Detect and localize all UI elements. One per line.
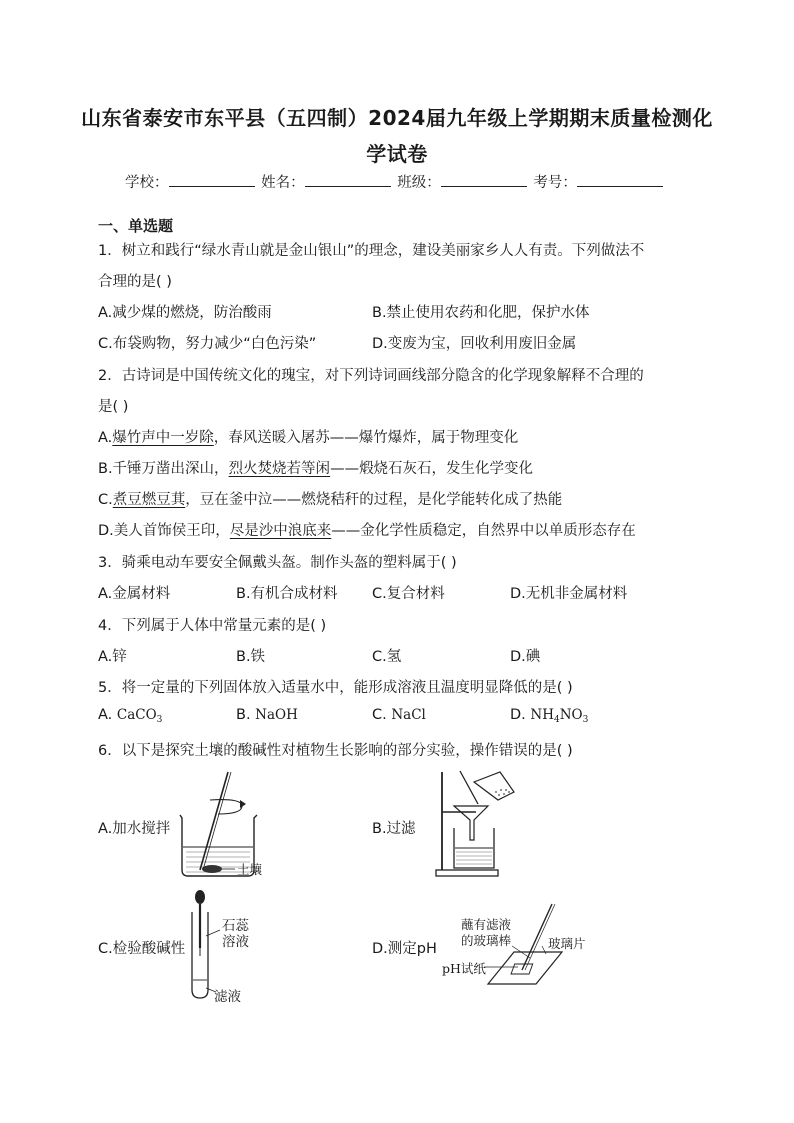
q4-option-d[interactable]: D.碘 [510, 649, 541, 665]
q3-option-a[interactable]: A.金属材料 [98, 586, 171, 602]
school-blank[interactable] [169, 172, 255, 187]
q5-d-label: D. [510, 707, 526, 723]
q2-option-c[interactable] [98, 488, 562, 509]
exam-title-line2: 学试卷 [366, 142, 428, 166]
q2-c-suffix: ，豆在釜中泣——燃烧秸秆的过程，是化学能转化成了热能 [185, 492, 563, 508]
glass-slide-label: 玻璃片 [548, 936, 586, 951]
q1-option-c[interactable]: C.布袋购物，努力减少“白色污染” [98, 336, 317, 352]
q2-b-underlined: 烈火焚烧若等闲 [228, 461, 331, 477]
q2-d-underlined: 尽是沙中浪底来 [229, 523, 332, 539]
soil-pile [202, 865, 222, 873]
stirring-rod-edge [203, 772, 231, 870]
number-label: 考号： [533, 175, 577, 191]
q3-option-b[interactable]: B.有机合成材料 [236, 586, 338, 602]
q5-d-formula-sub1: 4 [553, 715, 560, 725]
q2-stem-line2: 是( ) [98, 399, 129, 415]
pouring-beaker [474, 772, 514, 800]
name-blank[interactable] [305, 172, 391, 187]
stirring-rod [200, 772, 228, 870]
q5-a-formula-sub: 3 [156, 715, 163, 725]
q1-option-a[interactable]: A.减少煤的燃烧，防治酸雨 [98, 305, 272, 321]
rod-label-line1: 蘸有滤液 [461, 917, 512, 932]
q2-option-b[interactable] [98, 457, 533, 478]
ph-paper-label: pH试纸 [442, 961, 486, 976]
q2-d-prefix: D.美人首饰侯王印， [98, 523, 230, 539]
exam-title-line1: 山东省泰安市东平县（五四制）2024届九年级上学期期末质量检测化 [81, 106, 713, 130]
q2-d-suffix: ——金化学性质稳定，自然界中以单质形态存在 [331, 523, 636, 539]
funnel [454, 806, 488, 840]
q2-a-prefix: A. [98, 430, 113, 446]
q5-option-b[interactable] [236, 707, 298, 723]
slide-leader-line [542, 946, 546, 954]
q5-d-formula-part1: NH [530, 707, 554, 723]
q5-d-formula-part2: NO [559, 707, 583, 723]
dropper-bulb [195, 890, 205, 904]
class-blank[interactable] [441, 172, 527, 187]
filtrate-hatching [456, 852, 492, 864]
q5-a-formula [117, 707, 163, 723]
q5-b-formula: NaOH [255, 707, 298, 723]
q3-option-d[interactable]: D.无机非金属材料 [510, 586, 628, 602]
q2-stem-line1: 2．古诗词是中国传统文化的瑰宝，对下列诗词画线部分隐含的化学现象解释不合理的 [98, 368, 644, 384]
q5-option-a[interactable] [98, 707, 162, 725]
filtration-figure [430, 768, 530, 880]
q3-option-c[interactable]: C.复合材料 [372, 586, 445, 602]
q2-b-suffix: ——煅烧石灰石，发生化学变化 [330, 461, 534, 477]
filtrate-label: 滤液 [214, 989, 241, 1005]
rotation-arrowhead [240, 800, 246, 808]
litmus-label-line1: 石蕊 [222, 918, 249, 934]
q2-b-prefix: B.千锤万凿出深山， [98, 461, 229, 477]
number-blank[interactable] [577, 172, 663, 187]
litmus-label [222, 918, 249, 950]
q6-option-c[interactable]: C.检验酸碱性 [98, 941, 186, 957]
rotation-arrow [210, 800, 242, 814]
q6-option-d[interactable]: D.测定pH [372, 941, 437, 957]
q2-c-underlined: 煮豆燃豆萁 [112, 492, 186, 508]
q1-stem-line1: 1．树立和践行“绿水青山就是金山银山”的理念，建设美丽家乡人人有责。下列做法不 [98, 243, 645, 259]
q6-stem: 6．以下是探究土壤的酸碱性对植物生长影响的部分实验，操作错误的是( ) [98, 743, 573, 759]
stirring-beaker-figure [170, 770, 280, 880]
rod-label [461, 917, 511, 949]
q2-c-prefix: C. [98, 492, 113, 508]
q5-option-d[interactable] [510, 707, 588, 725]
q2-a-underlined: 爆竹声中一岁除 [112, 430, 214, 446]
q5-d-formula [530, 707, 588, 723]
q2-option-a[interactable] [98, 426, 518, 447]
q1-stem-line2: 合理的是( ) [98, 274, 172, 290]
soil-label: 土壤 [237, 862, 263, 877]
q4-option-c[interactable]: C.氢 [372, 649, 402, 665]
stand-base [436, 870, 498, 876]
q1-option-d[interactable]: D.变废为宝，回收利用废旧金属 [372, 336, 577, 352]
school-label: 学校： [125, 175, 169, 191]
q4-option-a[interactable]: A.锌 [98, 649, 127, 665]
q5-stem: 5．将一定量的下列固体放入适量水中，能形成溶液且温度明显降低的是( ) [98, 680, 573, 696]
q6-option-b[interactable]: B.过滤 [372, 821, 416, 837]
glass-rod [460, 771, 478, 804]
q5-c-formula: NaCl [391, 707, 426, 723]
litmus-label-line2: 溶液 [222, 934, 249, 950]
name-label: 姓名： [261, 175, 305, 191]
section-heading: 一、单选题 [98, 217, 174, 235]
q6-option-a[interactable]: A.加水搅拌 [98, 821, 171, 837]
q5-a-label: A. [98, 707, 113, 723]
q5-a-formula-main: CaCO [116, 707, 157, 723]
q5-b-label: B. [236, 707, 251, 723]
q2-option-d[interactable] [98, 519, 636, 540]
q5-d-formula-sub2: 3 [582, 715, 589, 725]
q5-option-c[interactable] [372, 707, 426, 723]
student-info-row [125, 171, 665, 192]
class-label: 班级： [397, 175, 441, 191]
q4-stem: 4．下列属于人体中常量元素的是( ) [98, 618, 327, 634]
q4-option-b[interactable]: B.铁 [236, 649, 266, 665]
ph-paper-leader [484, 965, 524, 971]
q2-a-suffix: ，春风送暖入屠苏——爆竹爆炸，属于物理变化 [213, 430, 519, 446]
q1-option-b[interactable]: B.禁止使用农药和化肥，保护水体 [372, 305, 590, 321]
q5-c-label: C. [372, 707, 387, 723]
q3-stem: 3．骑乘电动车要安全佩戴头盔。制作头盔的塑料属于( ) [98, 555, 457, 571]
rod-label-line2: 的玻璃棒 [461, 933, 512, 948]
